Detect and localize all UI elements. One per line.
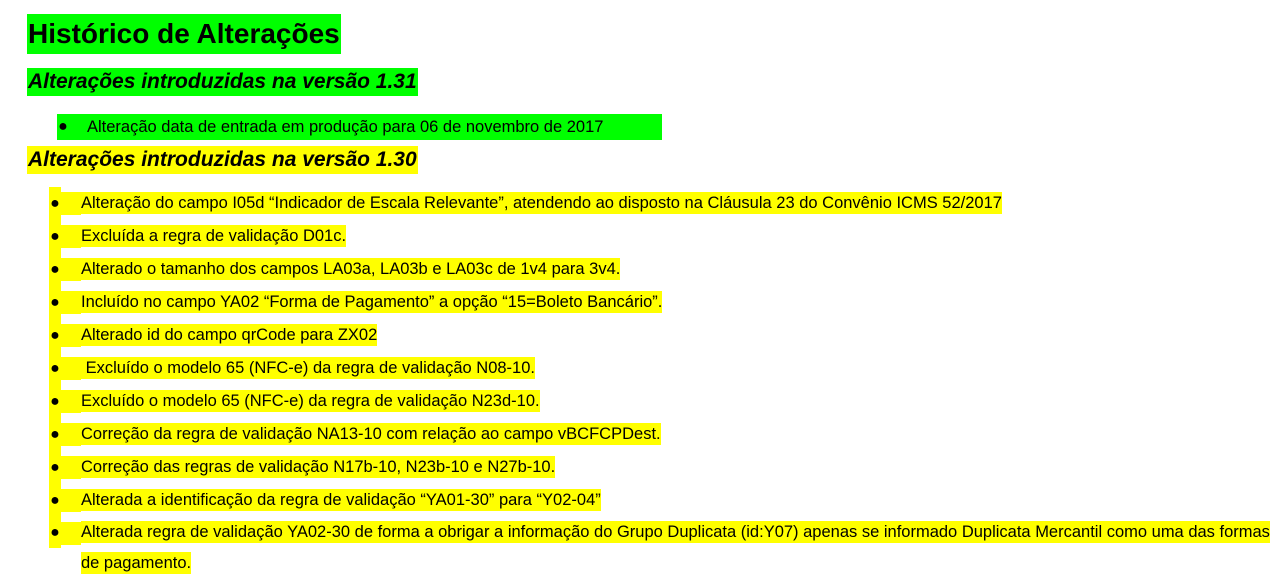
list-item-text: Excluída a regra de validação D01c. — [81, 227, 347, 245]
bullet-gap-highlight — [61, 357, 81, 380]
version-1-30-heading: Alterações introduzidas na versão 1.30 — [27, 146, 418, 174]
list-item — [49, 319, 1279, 352]
bullet-dot-icon: ● — [49, 187, 61, 220]
list-item — [49, 484, 1279, 517]
bullet-dot-icon: ● — [49, 418, 61, 451]
list-item — [49, 418, 1279, 451]
list-item-text: Alterada regra de validação YA02-30 de forma a obrigar a informação do Grupo Duplicata (id:Y07) apenas se informado Duplicata Mercantil como uma das formas de pagamento. — [81, 523, 1270, 572]
list-item — [49, 286, 1279, 319]
bullet-dot-icon: ● — [49, 319, 61, 352]
bullet-dot-icon: ● — [49, 484, 61, 517]
bullet-gap-highlight — [61, 291, 81, 314]
list-item — [49, 385, 1279, 418]
list-item-text: Excluído o modelo 65 (NFC-e) da regra de validação N23d-10. — [81, 392, 540, 410]
bullet-gap-highlight — [61, 456, 81, 479]
page-title: Histórico de Alterações — [27, 14, 341, 54]
document-page — [27, 14, 1272, 572]
version-1-30-list — [49, 187, 1279, 579]
list-item-text: Alterado o tamanho dos campos LA03a, LA03b e LA03c de 1v4 para 3v4. — [81, 260, 621, 278]
list-item-text: Excluído o modelo 65 (NFC-e) da regra de validação N08-10. — [81, 359, 535, 377]
list-item — [49, 352, 1279, 385]
version-1-31-heading: Alterações introduzidas na versão 1.31 — [27, 68, 418, 96]
bullet-gap-highlight — [61, 225, 81, 248]
bullet-gap-highlight — [61, 390, 81, 413]
bullet-gap-highlight — [61, 522, 81, 545]
list-item-text: Alterada a identificação da regra de validação “YA01-30” para “Y02-04” — [81, 491, 601, 509]
bullet-dot-icon: ● — [49, 220, 61, 253]
bullet-dot-icon: ● — [49, 517, 61, 548]
list-item — [57, 114, 603, 140]
list-item — [49, 220, 1279, 253]
list-item — [49, 253, 1279, 286]
bullet-dot-icon: ● — [49, 385, 61, 418]
bullet-dot-icon: ● — [49, 352, 61, 385]
list-item — [49, 187, 1279, 220]
version-1-31-list — [57, 114, 603, 140]
list-item-text: Alteração do campo I05d “Indicador de Escala Relevante”, atendendo ao disposto na Cláusula 23 do Convênio ICMS 52/2017 — [81, 194, 1002, 212]
list-item-text: Incluído no campo YA02 “Forma de Pagamento” a opção “15=Boleto Bancário”. — [81, 293, 663, 311]
bullet-gap-highlight — [61, 258, 81, 281]
bullet-dot-icon: ● — [49, 286, 61, 319]
bullet-gap-highlight — [61, 324, 81, 347]
bullet-dot-icon: ● — [49, 253, 61, 286]
list-item-text: Alteração data de entrada em produção para 06 de novembro de 2017 — [87, 118, 604, 136]
bullet-gap-highlight — [61, 192, 81, 215]
list-item-text: Alterado id do campo qrCode para ZX02 — [81, 326, 378, 344]
list-item-text: Correção da regra de validação NA13-10 com relação ao campo vBCFCPDest. — [81, 425, 661, 443]
bullet-dot-icon: ● — [49, 451, 61, 484]
bullet-dot-icon: ● — [58, 118, 68, 135]
bullet-gap-highlight — [61, 423, 81, 446]
list-item-text: Correção das regras de validação N17b-10, N23b-10 e N27b-10. — [81, 458, 556, 476]
list-item — [49, 451, 1279, 484]
bullet-gap-highlight — [61, 489, 81, 512]
list-item — [49, 517, 1279, 579]
